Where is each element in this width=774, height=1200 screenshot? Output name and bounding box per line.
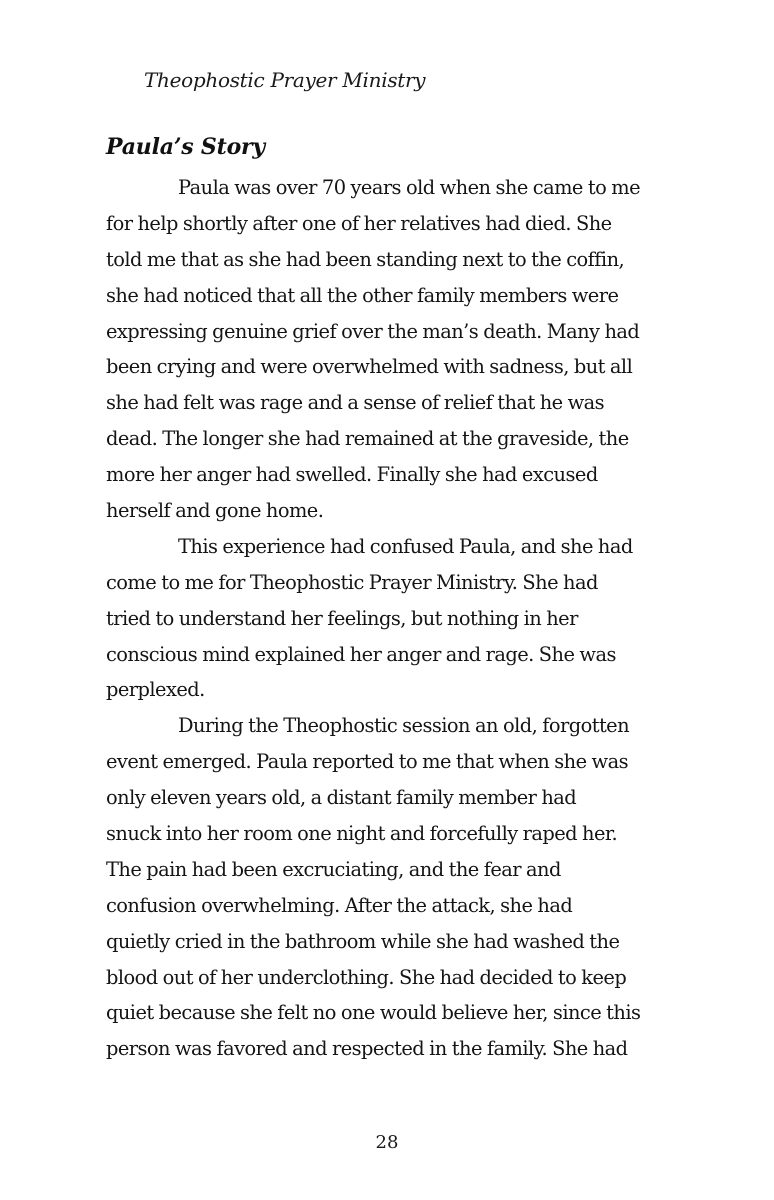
paragraph-2-line-4: conscious mind explained her anger and rage. She was: [106, 642, 616, 666]
paragraph-3-line-6: confusion overwhelming. After the attack, she had: [106, 893, 573, 917]
paragraph-3-line-3: only eleven years old, a distant family member had: [106, 786, 577, 810]
paragraph-3-line-7: quietly cried in the bathroom while she had washed the: [106, 929, 620, 953]
paragraph-1-line-3: told me that as she had been standing next to the coffin,: [106, 247, 625, 271]
paragraph-1-line-4: she had noticed that all the other family members were: [106, 283, 619, 307]
paragraph-1-line-6: been crying and were overwhelmed with sadness, but all: [106, 355, 633, 379]
paragraph-3-line-9: quiet because she felt no one would believe her, since this: [106, 1001, 641, 1025]
paragraph-1-line-7: she had felt was rage and a sense of relief that he was: [106, 391, 605, 415]
page-number: 28: [375, 1132, 399, 1153]
paragraph-1-line-9: more her anger had swelled. Finally she had excused: [106, 463, 598, 487]
paragraph-3-line-1: During the Theophostic session an old, forgotten: [178, 714, 630, 738]
paragraph-3-line-10: person was favored and respected in the family. She had: [106, 1037, 628, 1061]
paragraph-3-line-5: The pain had been excruciating, and the fear and: [106, 857, 561, 881]
section-title: Paula’s Story: [106, 134, 266, 160]
paragraph-2-line-2: come to me for Theophostic Prayer Ministry. She had: [106, 570, 598, 594]
body-text: [106, 170, 686, 1067]
paragraph-3-line-2: event emerged. Paula reported to me that when she was: [106, 750, 628, 774]
paragraph-2-line-3: tried to understand her feelings, but nothing in her: [106, 606, 578, 630]
paragraph-2-line-1: This experience had confused Paula, and she had: [178, 534, 633, 558]
paragraph-1-line-8: dead. The longer she had remained at the graveside, the: [106, 427, 629, 451]
paragraph-3-line-8: blood out of her underclothing. She had decided to keep: [106, 965, 627, 989]
paragraph-1-line-5: expressing genuine grief over the man’s death. Many had: [106, 319, 640, 343]
paragraph-1-line-2: for help shortly after one of her relatives had died. She: [106, 211, 612, 235]
running-header: Theophostic Prayer Ministry: [144, 68, 426, 92]
paragraph-1-line-1: Paula was over 70 years old when she came to me: [178, 176, 641, 199]
paragraph-3-line-4: snuck into her room one night and forcefully raped her.: [106, 822, 618, 846]
paragraph-2-line-5: perplexed.: [106, 678, 205, 702]
paragraph-1-line-10: herself and gone home.: [106, 499, 324, 523]
